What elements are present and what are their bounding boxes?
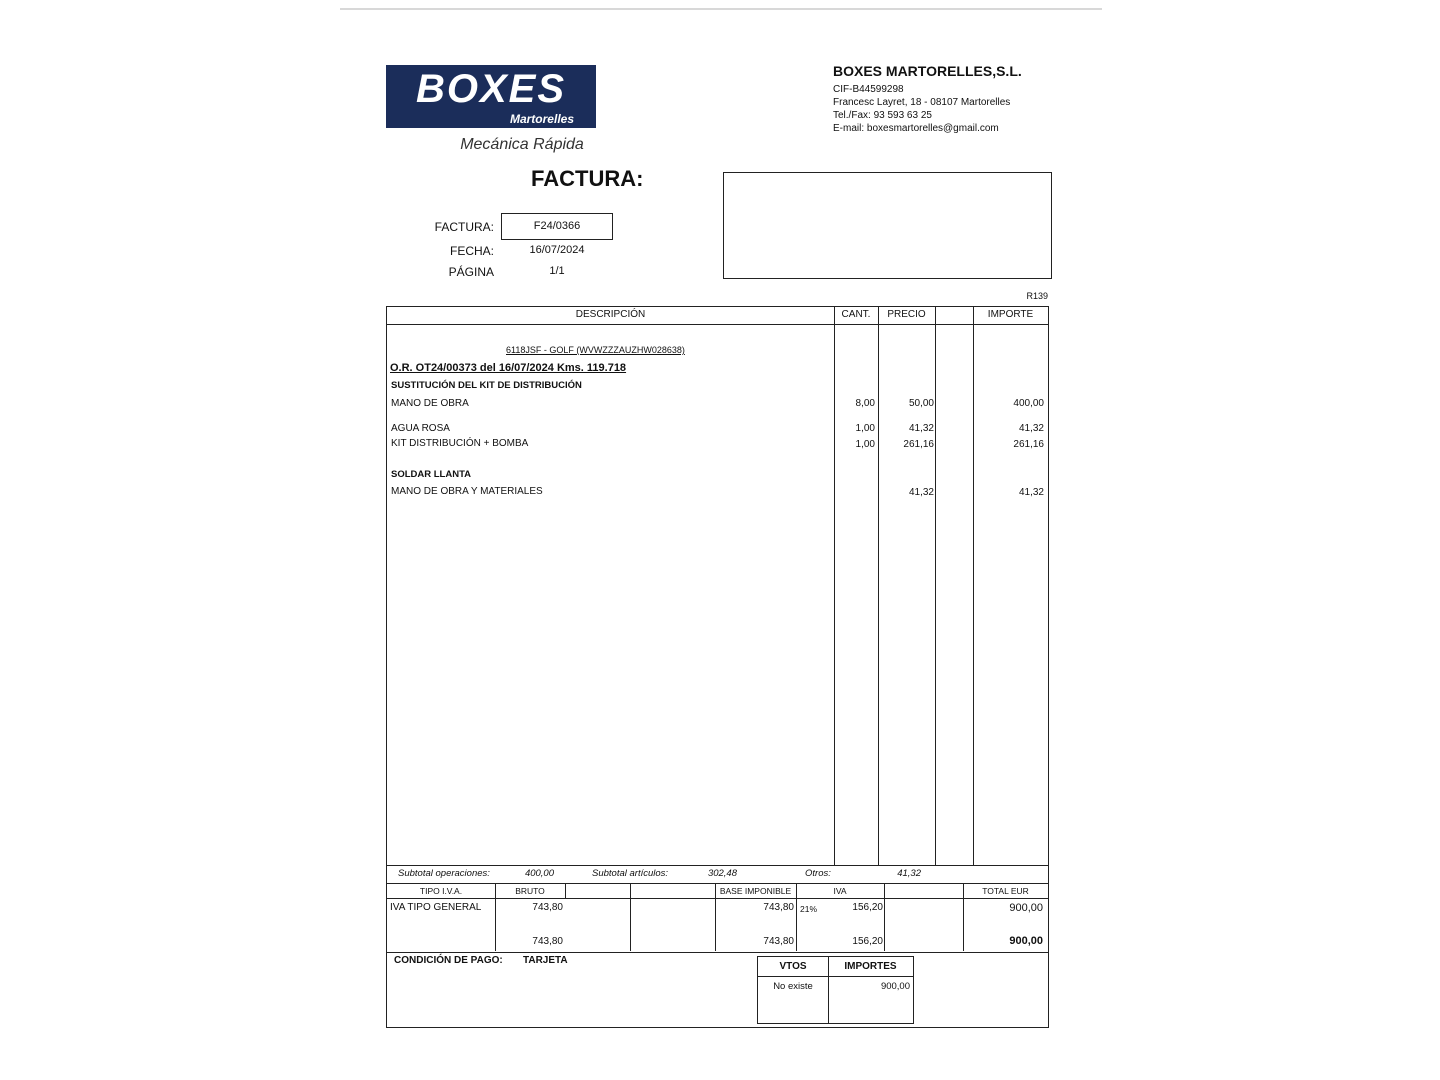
tax-type: IVA TIPO GENERAL — [390, 902, 482, 913]
subtotal-art: 302,48 — [707, 868, 737, 879]
header-quantity: CANT. — [841, 309, 871, 320]
company-logo — [386, 65, 596, 128]
company-name: BOXES MARTORELLES,S.L. — [833, 63, 1022, 79]
invoice-page-label: PÁGINA — [448, 265, 494, 279]
logo-tagline: Mecánica Rápida — [460, 136, 584, 153]
section-title: SUSTITUCIÓN DEL KIT DE DISTRIBUCIÓN — [391, 380, 582, 391]
document-title: FACTURA: — [531, 166, 644, 191]
invoice-table-frame — [386, 306, 1049, 1028]
line-item-price: 41,32 — [908, 487, 934, 498]
tax-header-base: BASE IMPONIBLE — [719, 886, 792, 896]
line-item-price: 261,16 — [903, 439, 934, 450]
line-item-price: 50,00 — [908, 398, 934, 409]
tax-rate: 21% — [800, 904, 818, 914]
tax-header-rule — [387, 898, 1048, 899]
col-sep — [878, 307, 879, 865]
tax-top-rule — [387, 883, 1048, 884]
line-item-desc: MANO DE OBRA — [391, 398, 469, 409]
invoice-page: 1/1 — [549, 265, 565, 277]
header-rule — [387, 324, 1048, 325]
company-email: E-mail: boxesmartorelles@gmail.com — [833, 123, 999, 134]
tax-sum-base: 743,80 — [763, 936, 794, 947]
tax-sum-total: 900,00 — [1009, 935, 1043, 947]
line-item-amount: 41,32 — [1018, 487, 1044, 498]
due-header-rule — [758, 976, 913, 977]
invoice-date-label: FECHA: — [449, 244, 494, 258]
invoice-number-label: FACTURA: — [434, 220, 494, 234]
subtotal-ops: 400,00 — [524, 868, 554, 879]
order-line: O.R. OT24/00373 del 16/07/2024 Kms. 119.718 — [390, 362, 627, 374]
due-dates-box — [757, 956, 914, 1024]
tax-sum-gross: 743,80 — [532, 936, 563, 947]
subtotal-other-label: Otros: — [805, 868, 831, 879]
line-item-desc: AGUA ROSA — [391, 423, 450, 434]
tax-col-sep — [884, 883, 885, 951]
tax-col-sep — [630, 883, 631, 951]
company-cif: CIF-B44599298 — [833, 84, 904, 95]
subtotal-rule — [387, 865, 1048, 866]
tax-header-vat: IVA — [833, 886, 847, 896]
subtotal-art-label: Subtotal artículos: — [592, 868, 669, 879]
invoice-date: 16/07/2024 — [529, 244, 585, 256]
tax-sum-vat: 156,20 — [852, 936, 883, 947]
line-item-desc: MANO DE OBRA Y MATERIALES — [391, 486, 543, 497]
line-item-price: 41,32 — [908, 423, 934, 434]
tax-header-total: TOTAL EUR — [982, 886, 1029, 896]
company-phone: Tel./Fax: 93 593 63 25 — [833, 110, 932, 121]
line-item-qty: 1,00 — [855, 439, 875, 450]
logo-brand: BOXES — [415, 67, 567, 111]
tax-base: 743,80 — [763, 902, 794, 913]
tax-gross: 743,80 — [532, 902, 563, 913]
vehicle-line: 6118JSF - GOLF (WVWZZZAUZHW028638) — [506, 345, 685, 355]
tax-header-gross: BRUTO — [515, 886, 545, 896]
line-item-amount: 261,16 — [1013, 439, 1044, 450]
line-item-desc: KIT DISTRIBUCIÓN + BOMBA — [391, 438, 529, 449]
header-price: PRECIO — [887, 309, 926, 320]
company-address: Francesc Layret, 18 - 08107 Martorelles — [833, 97, 1011, 108]
section-title: SOLDAR LLANTA — [391, 469, 472, 480]
payment-rule — [387, 952, 1048, 953]
line-item-qty: 1,00 — [855, 423, 875, 434]
col-sep — [973, 307, 974, 865]
payment-method: TARJETA — [523, 955, 568, 966]
subtotal-ops-label: Subtotal operaciones: — [398, 868, 490, 879]
payment-label: CONDICIÓN DE PAGO: — [394, 955, 503, 966]
col-sep — [935, 307, 936, 865]
logo-sub: Martorelles — [509, 112, 574, 126]
page-top-edge — [340, 8, 1102, 10]
document-ref: R139 — [1026, 291, 1048, 301]
line-item-amount: 400,00 — [1013, 398, 1044, 409]
tax-col-sep — [565, 883, 566, 898]
tax-header-type: TIPO I.V.A. — [419, 886, 463, 896]
line-item-qty: 8,00 — [855, 398, 875, 409]
amounts-header: IMPORTES — [844, 961, 897, 972]
line-item-amount: 41,32 — [1018, 423, 1044, 434]
invoice-number: F24/0366 — [533, 220, 581, 232]
header-description: DESCRIPCIÓN — [575, 309, 646, 320]
due-header: VTOS — [779, 961, 807, 972]
customer-address-box — [723, 172, 1052, 279]
tax-total: 900,00 — [1009, 902, 1043, 914]
due-value: No existe — [773, 981, 813, 992]
subtotal-other: 41,32 — [897, 868, 921, 879]
col-sep — [834, 307, 835, 865]
due-amount: 900,00 — [880, 981, 910, 992]
tax-vat: 156,20 — [852, 902, 883, 913]
header-amount: IMPORTE — [987, 309, 1034, 320]
